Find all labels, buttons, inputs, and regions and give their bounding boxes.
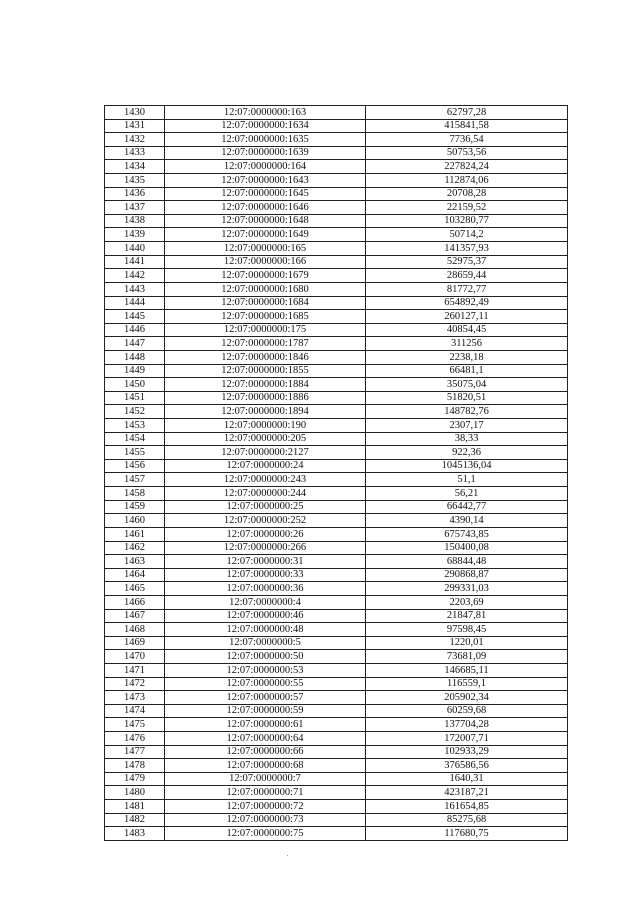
table-row <box>105 473 568 487</box>
table-row <box>105 119 568 133</box>
table-row <box>105 364 568 378</box>
value-cell: 227824,24 <box>366 160 568 174</box>
value-cell: 299331,03 <box>366 582 568 596</box>
cadastral-number-cell: 12:07:0000000:50 <box>165 650 366 664</box>
value-cell: 28659,44 <box>366 269 568 283</box>
cadastral-number-cell: 12:07:0000000:55 <box>165 677 366 691</box>
value-cell: 172007,71 <box>366 732 568 746</box>
cadastral-number-cell: 12:07:0000000:1648 <box>165 214 366 228</box>
cadastral-number-cell: 12:07:0000000:1684 <box>165 296 366 310</box>
row-number-cell: 1432 <box>105 133 165 147</box>
row-number-cell: 1450 <box>105 378 165 392</box>
cadastral-number-cell: 12:07:0000000:205 <box>165 432 366 446</box>
row-number-cell: 1441 <box>105 255 165 269</box>
table-row <box>105 527 568 541</box>
cadastral-number-cell: 12:07:0000000:26 <box>165 527 366 541</box>
value-cell: 654892,49 <box>366 296 568 310</box>
cadastral-number-cell: 12:07:0000000:66 <box>165 745 366 759</box>
table-row <box>105 310 568 324</box>
value-cell: 205902,34 <box>366 691 568 705</box>
value-cell: 50753,56 <box>366 146 568 160</box>
cadastral-number-cell: 12:07:0000000:53 <box>165 663 366 677</box>
value-cell: 40854,45 <box>366 323 568 337</box>
row-number-cell: 1480 <box>105 786 165 800</box>
value-cell: 376586,56 <box>366 759 568 773</box>
table-row <box>105 160 568 174</box>
row-number-cell: 1442 <box>105 269 165 283</box>
value-cell: 260127,11 <box>366 310 568 324</box>
row-number-cell: 1466 <box>105 595 165 609</box>
value-cell: 85275,68 <box>366 813 568 827</box>
value-cell: 50714,2 <box>366 228 568 242</box>
value-cell: 112874,06 <box>366 174 568 188</box>
value-cell: 922,36 <box>366 446 568 460</box>
row-number-cell: 1434 <box>105 160 165 174</box>
cadastral-number-cell: 12:07:0000000:25 <box>165 500 366 514</box>
cadastral-number-cell: 12:07:0000000:1894 <box>165 405 366 419</box>
cadastral-number-cell: 12:07:0000000:33 <box>165 568 366 582</box>
cadastral-number-cell: 12:07:0000000:165 <box>165 242 366 256</box>
value-cell: 117680,75 <box>366 827 568 841</box>
cadastral-number-cell: 12:07:0000000:72 <box>165 800 366 814</box>
row-number-cell: 1459 <box>105 500 165 514</box>
cadastral-number-cell: 12:07:0000000:61 <box>165 718 366 732</box>
value-cell: 52975,37 <box>366 255 568 269</box>
cadastral-number-cell: 12:07:0000000:36 <box>165 582 366 596</box>
cadastral-number-cell: 12:07:0000000:1646 <box>165 201 366 215</box>
table-row <box>105 350 568 364</box>
value-cell: 415841,58 <box>366 119 568 133</box>
cadastral-number-cell: 12:07:0000000:5 <box>165 636 366 650</box>
value-cell: 311256 <box>366 337 568 351</box>
value-cell: 97598,45 <box>366 623 568 637</box>
cadastral-number-cell: 12:07:0000000:1884 <box>165 378 366 392</box>
table-row <box>105 459 568 473</box>
row-number-cell: 1470 <box>105 650 165 664</box>
table-row <box>105 201 568 215</box>
cadastral-number-cell: 12:07:0000000:24 <box>165 459 366 473</box>
table-row <box>105 133 568 147</box>
value-cell: 81772,77 <box>366 282 568 296</box>
table-row <box>105 337 568 351</box>
cadastral-number-cell: 12:07:0000000:164 <box>165 160 366 174</box>
cadastral-number-cell: 12:07:0000000:71 <box>165 786 366 800</box>
table-row <box>105 704 568 718</box>
scan-speck <box>287 855 288 856</box>
cadastral-number-cell: 12:07:0000000:1680 <box>165 282 366 296</box>
table-row <box>105 269 568 283</box>
row-number-cell: 1462 <box>105 541 165 555</box>
value-cell: 675743,85 <box>366 527 568 541</box>
cadastral-number-cell: 12:07:0000000:244 <box>165 487 366 501</box>
table-row <box>105 582 568 596</box>
row-number-cell: 1455 <box>105 446 165 460</box>
cadastral-number-cell: 12:07:0000000:1679 <box>165 269 366 283</box>
value-cell: 146685,11 <box>366 663 568 677</box>
cadastral-number-cell: 12:07:0000000:31 <box>165 555 366 569</box>
row-number-cell: 1454 <box>105 432 165 446</box>
cadastral-number-cell: 12:07:0000000:166 <box>165 255 366 269</box>
row-number-cell: 1430 <box>105 106 165 120</box>
table-row <box>105 487 568 501</box>
row-number-cell: 1443 <box>105 282 165 296</box>
value-cell: 68844,48 <box>366 555 568 569</box>
table-row <box>105 541 568 555</box>
value-cell: 60259,68 <box>366 704 568 718</box>
row-number-cell: 1475 <box>105 718 165 732</box>
cadastral-number-cell: 12:07:0000000:175 <box>165 323 366 337</box>
row-number-cell: 1473 <box>105 691 165 705</box>
row-number-cell: 1436 <box>105 187 165 201</box>
cadastral-number-cell: 12:07:0000000:68 <box>165 759 366 773</box>
row-number-cell: 1433 <box>105 146 165 160</box>
value-cell: 1640,31 <box>366 772 568 786</box>
table-row <box>105 106 568 120</box>
value-cell: 22159,52 <box>366 201 568 215</box>
cadastral-number-cell: 12:07:0000000:57 <box>165 691 366 705</box>
row-number-cell: 1451 <box>105 391 165 405</box>
value-cell: 2203,69 <box>366 595 568 609</box>
value-cell: 56,21 <box>366 487 568 501</box>
row-number-cell: 1460 <box>105 514 165 528</box>
value-cell: 161654,85 <box>366 800 568 814</box>
cadastral-number-cell: 12:07:0000000:7 <box>165 772 366 786</box>
cadastral-value-table <box>104 105 568 841</box>
row-number-cell: 1464 <box>105 568 165 582</box>
table-row <box>105 419 568 433</box>
value-cell: 35075,04 <box>366 378 568 392</box>
cadastral-number-cell: 12:07:0000000:1639 <box>165 146 366 160</box>
value-cell: 4390,14 <box>366 514 568 528</box>
row-number-cell: 1461 <box>105 527 165 541</box>
cadastral-number-cell: 12:07:0000000:46 <box>165 609 366 623</box>
value-cell: 21847,81 <box>366 609 568 623</box>
row-number-cell: 1478 <box>105 759 165 773</box>
row-number-cell: 1438 <box>105 214 165 228</box>
value-cell: 1220,01 <box>366 636 568 650</box>
cadastral-number-cell: 12:07:0000000:2127 <box>165 446 366 460</box>
table-row <box>105 595 568 609</box>
table-row <box>105 650 568 664</box>
table-row <box>105 772 568 786</box>
cadastral-number-cell: 12:07:0000000:64 <box>165 732 366 746</box>
row-number-cell: 1431 <box>105 119 165 133</box>
row-number-cell: 1476 <box>105 732 165 746</box>
table-row <box>105 800 568 814</box>
cadastral-number-cell: 12:07:0000000:252 <box>165 514 366 528</box>
row-number-cell: 1447 <box>105 337 165 351</box>
table-row <box>105 745 568 759</box>
cadastral-number-cell: 12:07:0000000:1886 <box>165 391 366 405</box>
value-cell: 66442,77 <box>366 500 568 514</box>
row-number-cell: 1482 <box>105 813 165 827</box>
cadastral-number-cell: 12:07:0000000:4 <box>165 595 366 609</box>
table-row <box>105 432 568 446</box>
cadastral-number-cell: 12:07:0000000:73 <box>165 813 366 827</box>
cadastral-number-cell: 12:07:0000000:1649 <box>165 228 366 242</box>
cadastral-number-cell: 12:07:0000000:243 <box>165 473 366 487</box>
row-number-cell: 1457 <box>105 473 165 487</box>
value-cell: 38,33 <box>366 432 568 446</box>
value-cell: 141357,93 <box>366 242 568 256</box>
table-row <box>105 677 568 691</box>
table-row <box>105 732 568 746</box>
row-number-cell: 1458 <box>105 487 165 501</box>
value-cell: 51820,51 <box>366 391 568 405</box>
table-row <box>105 759 568 773</box>
row-number-cell: 1465 <box>105 582 165 596</box>
table-row <box>105 187 568 201</box>
row-number-cell: 1477 <box>105 745 165 759</box>
row-number-cell: 1452 <box>105 405 165 419</box>
table-row <box>105 391 568 405</box>
cadastral-number-cell: 12:07:0000000:1645 <box>165 187 366 201</box>
value-cell: 150400,08 <box>366 541 568 555</box>
table-row <box>105 691 568 705</box>
table-row <box>105 255 568 269</box>
table-row <box>105 609 568 623</box>
value-cell: 62797,28 <box>366 106 568 120</box>
cadastral-number-cell: 12:07:0000000:1855 <box>165 364 366 378</box>
cadastral-number-cell: 12:07:0000000:48 <box>165 623 366 637</box>
value-cell: 66481,1 <box>366 364 568 378</box>
value-cell: 73681,09 <box>366 650 568 664</box>
value-cell: 1045136,04 <box>366 459 568 473</box>
row-number-cell: 1471 <box>105 663 165 677</box>
row-number-cell: 1440 <box>105 242 165 256</box>
row-number-cell: 1472 <box>105 677 165 691</box>
row-number-cell: 1456 <box>105 459 165 473</box>
row-number-cell: 1474 <box>105 704 165 718</box>
value-cell: 290868,87 <box>366 568 568 582</box>
table-row <box>105 174 568 188</box>
table-row <box>105 228 568 242</box>
value-cell: 137704,28 <box>366 718 568 732</box>
value-cell: 51,1 <box>366 473 568 487</box>
table-row <box>105 446 568 460</box>
row-number-cell: 1444 <box>105 296 165 310</box>
table-row <box>105 568 568 582</box>
table-row <box>105 786 568 800</box>
table-body <box>105 106 568 841</box>
value-cell: 102933,29 <box>366 745 568 759</box>
cadastral-number-cell: 12:07:0000000:1635 <box>165 133 366 147</box>
row-number-cell: 1469 <box>105 636 165 650</box>
value-cell: 2238,18 <box>366 350 568 364</box>
table-row <box>105 500 568 514</box>
row-number-cell: 1483 <box>105 827 165 841</box>
row-number-cell: 1468 <box>105 623 165 637</box>
table-row <box>105 296 568 310</box>
value-cell: 148782,76 <box>366 405 568 419</box>
cadastral-number-cell: 12:07:0000000:1643 <box>165 174 366 188</box>
table-row <box>105 555 568 569</box>
table-row <box>105 323 568 337</box>
table-row <box>105 663 568 677</box>
cadastral-number-cell: 12:07:0000000:1846 <box>165 350 366 364</box>
table-row <box>105 813 568 827</box>
table-row <box>105 636 568 650</box>
row-number-cell: 1453 <box>105 419 165 433</box>
table-row <box>105 718 568 732</box>
row-number-cell: 1435 <box>105 174 165 188</box>
cadastral-number-cell: 12:07:0000000:59 <box>165 704 366 718</box>
table-row <box>105 514 568 528</box>
cadastral-number-cell: 12:07:0000000:1685 <box>165 310 366 324</box>
value-cell: 423187,21 <box>366 786 568 800</box>
row-number-cell: 1449 <box>105 364 165 378</box>
table-row <box>105 242 568 256</box>
cadastral-number-cell: 12:07:0000000:190 <box>165 419 366 433</box>
row-number-cell: 1463 <box>105 555 165 569</box>
table-row <box>105 827 568 841</box>
value-cell: 116559,1 <box>366 677 568 691</box>
row-number-cell: 1467 <box>105 609 165 623</box>
value-cell: 20708,28 <box>366 187 568 201</box>
value-cell: 2307,17 <box>366 419 568 433</box>
table-row <box>105 623 568 637</box>
cadastral-number-cell: 12:07:0000000:266 <box>165 541 366 555</box>
row-number-cell: 1481 <box>105 800 165 814</box>
value-cell: 7736,54 <box>366 133 568 147</box>
cadastral-number-cell: 12:07:0000000:1634 <box>165 119 366 133</box>
row-number-cell: 1437 <box>105 201 165 215</box>
cadastral-number-cell: 12:07:0000000:75 <box>165 827 366 841</box>
row-number-cell: 1448 <box>105 350 165 364</box>
row-number-cell: 1445 <box>105 310 165 324</box>
table-row <box>105 214 568 228</box>
value-cell: 103280,77 <box>366 214 568 228</box>
cadastral-number-cell: 12:07:0000000:1787 <box>165 337 366 351</box>
table-row <box>105 282 568 296</box>
row-number-cell: 1439 <box>105 228 165 242</box>
table-row <box>105 405 568 419</box>
row-number-cell: 1479 <box>105 772 165 786</box>
table-row <box>105 146 568 160</box>
row-number-cell: 1446 <box>105 323 165 337</box>
table-row <box>105 378 568 392</box>
cadastral-number-cell: 12:07:0000000:163 <box>165 106 366 120</box>
